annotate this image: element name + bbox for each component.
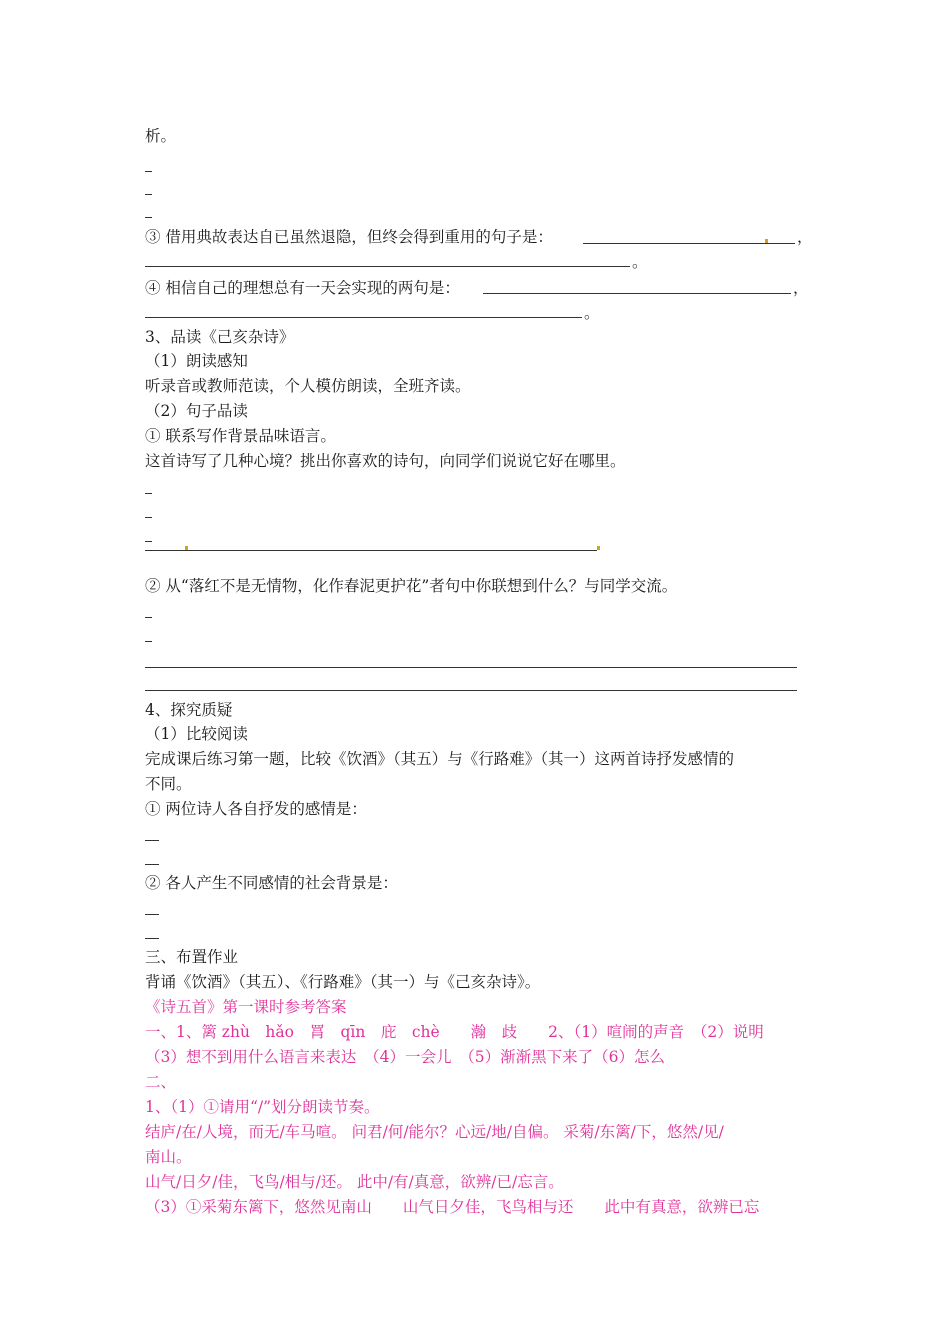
answer-line: （3）想不到用什么语言来表达 （4）一会儿 （5）渐渐黑下来了（6）怎么 [145,1048,665,1066]
text-line: 这首诗写了几种心境？挑出你喜欢的诗句，向同学们说说它好在哪里。 [145,452,626,470]
text-line: 完成课后练习第一题，比较《饮酒》（其五）与《行路难》（其一）这两首诗抒发感情的 [145,750,735,768]
answer-line: 一、1、篱 zhù hǎo 罥 qīn 庇 chè 瀚 歧 2、（1）喧闹的声音 （2）说明 [145,1023,764,1041]
answer-line: 1、（1）①请用“/”划分朗读节奏。 [145,1098,380,1116]
answer-line: 结庐/在/人境，而无/车马喧。 问君/何/能尔？心远/地/自偏。 采菊/东篱/下，悠然/见/ [145,1123,724,1141]
answer-title: 《诗五首》第一课时参考答案 [145,998,347,1016]
blank-dash [145,617,152,618]
question-3: ③ 借用典故表达自已虽然退隐，但终会得到重用的句子是： [145,228,553,246]
marker-dot [765,239,768,243]
text-line: 背诵《饮酒》（其五）、《行路难》（其一）与《己亥杂诗》。 [145,973,541,991]
answer-blank[interactable] [145,667,797,668]
text-line: 听录音或教师范读，个人模仿朗读，全班齐读。 [145,377,471,395]
blank-dash [145,541,152,542]
answer-blank[interactable] [145,317,582,318]
answer-blank[interactable] [145,690,797,691]
text-line: ① 两位诗人各自抒发的感情是： [145,800,367,818]
section-heading: 三、布置作业 [145,948,239,966]
section-heading: 3、品读《己亥杂诗》 [145,328,295,346]
blank-dash [145,194,152,195]
blank-dash [145,641,152,642]
blank-dash [145,864,159,865]
text-line: ② 从“落红不是无情物，化作春泥更护花”者句中你联想到什么？与同学交流。 [145,577,678,595]
blank-dash [145,517,152,518]
answer-blank[interactable] [483,293,791,294]
marker-dot [597,546,600,550]
subheading: （1）朗读感知 [145,352,248,370]
answer-line: 二、 [145,1073,177,1091]
comma: ， [793,279,809,297]
marker-dot [185,546,188,550]
blank-dash [145,914,159,915]
period: 。 [632,253,648,271]
answer-line: （3）①采菊东篱下，悠然见南山 山气日夕佳，飞鸟相与还 此中有真意，欲辨已忘 [145,1198,760,1216]
answer-blank[interactable] [145,550,597,551]
period: 。 [584,304,600,322]
answer-blank[interactable] [145,266,630,267]
text-line: 析。 [145,127,177,145]
text-line: 不同。 [145,775,192,793]
blank-dash [145,217,152,218]
text-line: ① 联系写作背景品味语言。 [145,427,336,445]
blank-dash [145,840,159,841]
section-heading: 4、探究质疑 [145,701,233,719]
blank-dash [145,171,152,172]
answer-blank[interactable] [583,243,795,244]
subheading: （1）比较阅读 [145,725,248,743]
blank-dash [145,493,152,494]
comma: ， [797,228,813,246]
text-line: ② 各人产生不同感情的社会背景是： [145,874,398,892]
blank-dash [145,938,159,939]
answer-line: 山气/日夕/佳，飞鸟/相与/还。 此中/有/真意，欲辨/已/忘言。 [145,1173,564,1191]
answer-line: 南山。 [145,1148,192,1166]
subheading: （2）句子品读 [145,402,248,420]
question-4: ④ 相信自己的理想总有一天会实现的两句是： [145,279,460,297]
